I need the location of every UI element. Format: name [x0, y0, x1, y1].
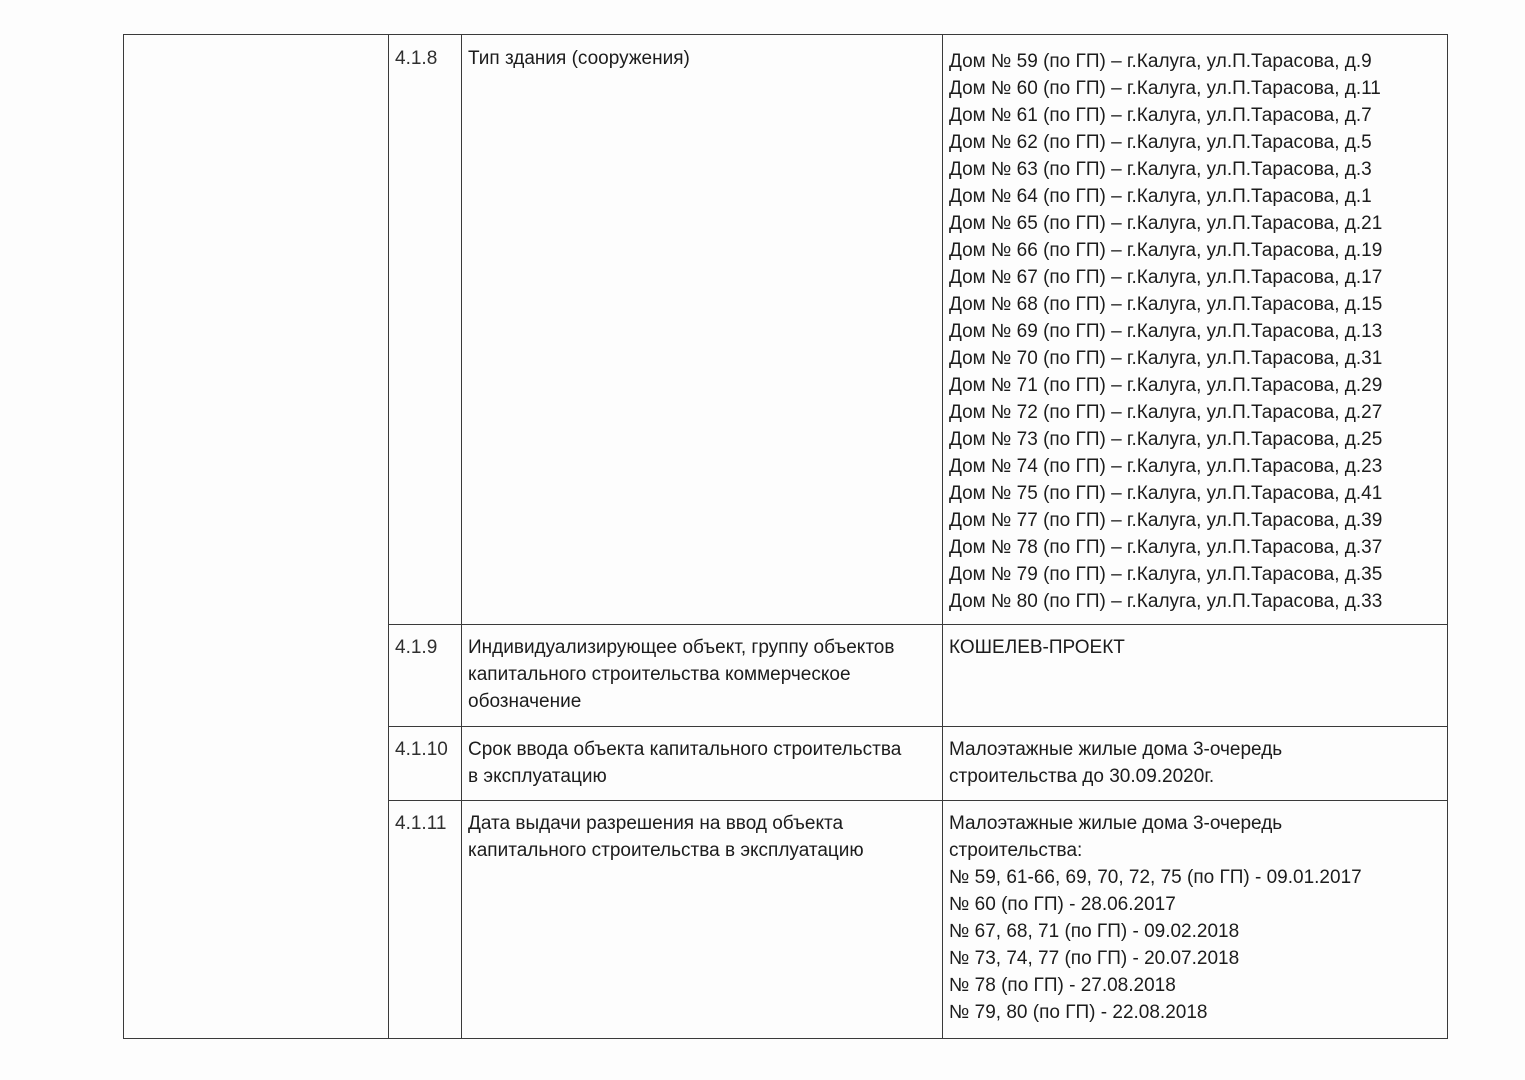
item-number: 4.1.9: [389, 625, 462, 727]
text-line: капитального строительства коммерческое: [468, 664, 851, 685]
item-number: 4.1.11: [389, 801, 462, 1039]
text-line: обозначение: [468, 691, 582, 712]
text-line: Дом № 77 (по ГП) – г.Калуга, ул.П.Тарасова, д.39: [949, 510, 1383, 531]
text-line: Дом № 67 (по ГП) – г.Калуга, ул.П.Тарасова, д.17: [949, 267, 1383, 288]
text-line: Дом № 78 (по ГП) – г.Калуга, ул.П.Тарасова, д.37: [949, 537, 1383, 558]
item-name: [462, 801, 943, 1039]
text-line: Дом № 60 (по ГП) – г.Калуга, ул.П.Тарасова, д.11: [949, 78, 1381, 99]
text-line: в эксплуатацию: [468, 766, 607, 787]
item-name: [462, 727, 943, 801]
item-name: [462, 625, 943, 727]
text-line: Дом № 59 (по ГП) – г.Калуга, ул.П.Тарасова, д.9: [949, 51, 1372, 72]
text-line: Дом № 79 (по ГП) – г.Калуга, ул.П.Тарасова, д.35: [949, 564, 1383, 585]
project-declaration-table: [123, 34, 1448, 1039]
item-value: [943, 727, 1448, 801]
text-line: Дом № 62 (по ГП) – г.Калуга, ул.П.Тарасова, д.5: [949, 132, 1372, 153]
item-value: [943, 35, 1448, 625]
item-number: 4.1.10: [389, 727, 462, 801]
text-line: Дом № 71 (по ГП) – г.Калуга, ул.П.Тарасова, д.29: [949, 375, 1383, 396]
text-line: № 79, 80 (по ГП) - 22.08.2018: [949, 1002, 1208, 1023]
text-line: Дом № 70 (по ГП) – г.Калуга, ул.П.Тарасова, д.31: [949, 348, 1383, 369]
text-line: № 67, 68, 71 (по ГП) - 09.02.2018: [949, 921, 1240, 942]
text-line: Дата выдачи разрешения на ввод объекта: [468, 813, 844, 834]
text-line: строительства до 30.09.2020г.: [949, 766, 1215, 787]
text-line: № 60 (по ГП) - 28.06.2017: [949, 894, 1176, 915]
item-value: [943, 801, 1448, 1039]
text-line: № 78 (по ГП) - 27.08.2018: [949, 975, 1176, 996]
text-line: Индивидуализирующее объект, группу объектов: [468, 637, 895, 658]
text-line: Дом № 69 (по ГП) – г.Калуга, ул.П.Тарасова, д.13: [949, 321, 1383, 342]
item-number: 4.1.8: [389, 35, 462, 625]
text-line: № 59, 61-66, 69, 70, 72, 75 (по ГП) - 09.01.2017: [949, 867, 1362, 888]
text-line: Дом № 65 (по ГП) – г.Калуга, ул.П.Тарасова, д.21: [949, 213, 1383, 234]
text-line: Срок ввода объекта капитального строительства: [468, 739, 902, 760]
text-line: Дом № 63 (по ГП) – г.Калуга, ул.П.Тарасова, д.3: [949, 159, 1372, 180]
text-line: Дом № 80 (по ГП) – г.Калуга, ул.П.Тарасова, д.33: [949, 591, 1383, 612]
text-line: Дом № 66 (по ГП) – г.Калуга, ул.П.Тарасова, д.19: [949, 240, 1383, 261]
text-line: строительства:: [949, 840, 1083, 861]
section-label-cell: [124, 35, 389, 1039]
text-line: Дом № 61 (по ГП) – г.Калуга, ул.П.Тарасова, д.7: [949, 105, 1372, 126]
item-value: [943, 625, 1448, 727]
text-line: Дом № 72 (по ГП) – г.Калуга, ул.П.Тарасова, д.27: [949, 402, 1383, 423]
text-line: КОШЕЛЕВ-ПРОЕКТ: [949, 637, 1125, 658]
table-row: [124, 35, 1448, 625]
text-line: Тип здания (сооружения): [468, 48, 690, 69]
text-line: № 73, 74, 77 (по ГП) - 20.07.2018: [949, 948, 1240, 969]
text-line: Дом № 75 (по ГП) – г.Калуга, ул.П.Тарасова, д.41: [949, 483, 1383, 504]
text-line: Дом № 64 (по ГП) – г.Калуга, ул.П.Тарасова, д.1: [949, 186, 1372, 207]
text-line: капитального строительства в эксплуатацию: [468, 840, 864, 861]
text-line: Дом № 74 (по ГП) – г.Калуга, ул.П.Тарасова, д.23: [949, 456, 1383, 477]
text-line: Малоэтажные жилые дома 3-очередь: [949, 739, 1283, 760]
item-name: [462, 35, 943, 625]
text-line: Дом № 73 (по ГП) – г.Калуга, ул.П.Тарасова, д.25: [949, 429, 1383, 450]
text-line: Малоэтажные жилые дома 3-очередь: [949, 813, 1283, 834]
text-line: Дом № 68 (по ГП) – г.Калуга, ул.П.Тарасова, д.15: [949, 294, 1383, 315]
